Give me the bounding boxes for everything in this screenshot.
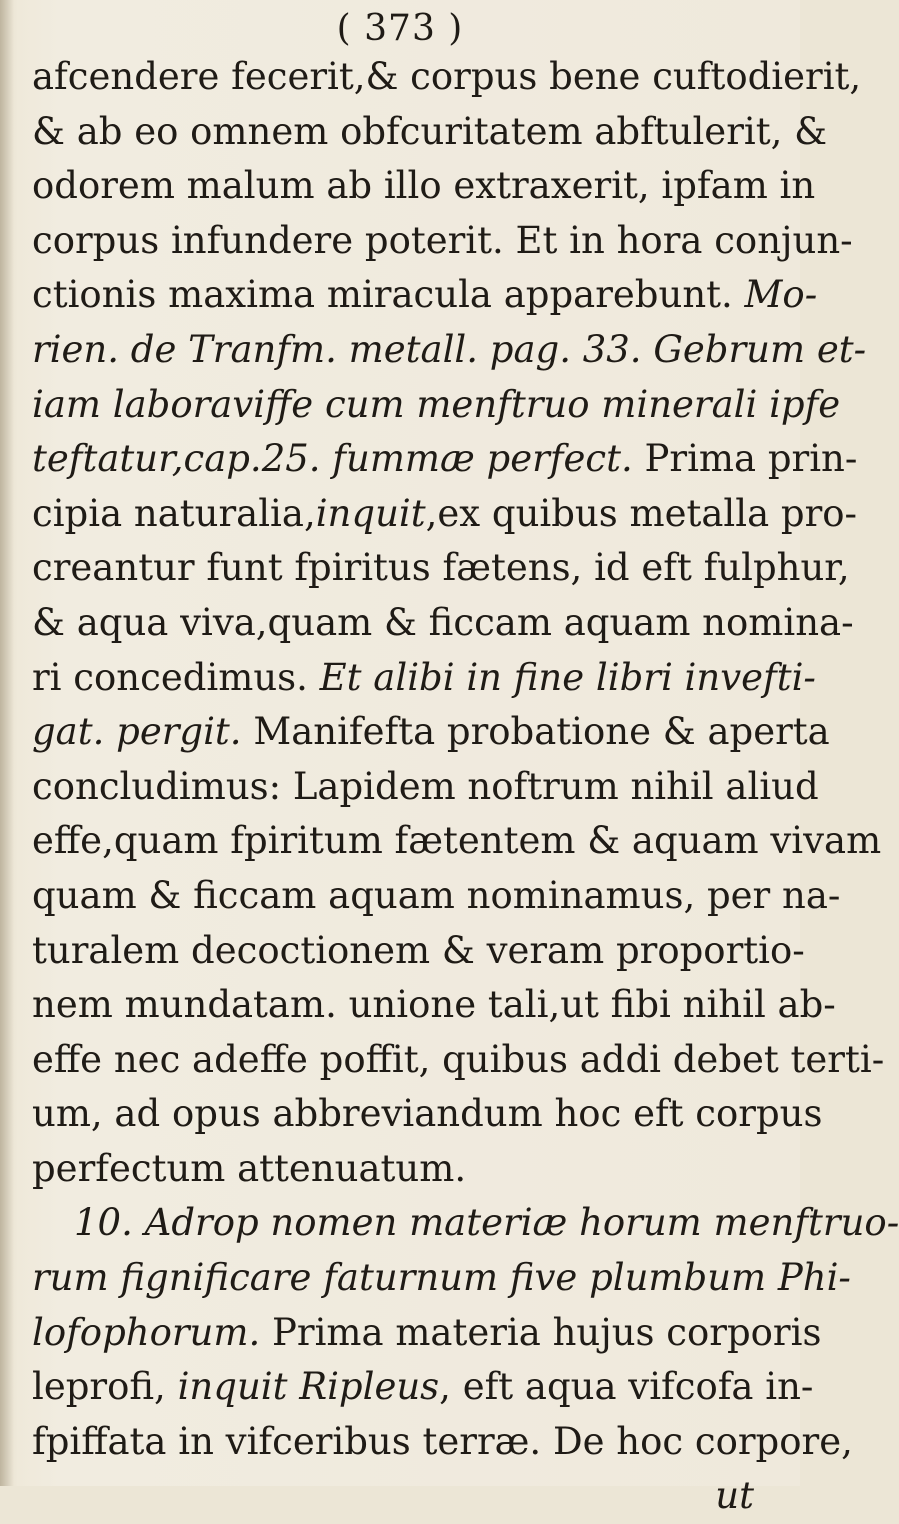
text-line bbox=[32, 1306, 822, 1361]
italic-text: Mo- bbox=[744, 273, 818, 317]
text-segment: ri concedimus. bbox=[32, 655, 320, 699]
text-segment: quam & ficcam aquam nominamus, per na- bbox=[32, 873, 841, 917]
italic-text: inquit bbox=[315, 491, 426, 535]
text-line bbox=[32, 978, 836, 1033]
text-line bbox=[32, 651, 816, 706]
text-line bbox=[32, 924, 805, 979]
text-segment: Prima prin- bbox=[632, 437, 858, 481]
text-segment: nem mundatam. unione tali,ut fibi nihil ab- bbox=[32, 983, 836, 1027]
text-segment: leprofi, bbox=[32, 1365, 178, 1409]
text-segment: , eft aqua vifcofa in- bbox=[439, 1365, 814, 1409]
text-segment: um, ad opus abbreviandum hoc eft corpus bbox=[32, 1092, 823, 1136]
text-segment: & ab eo omnem obfcuritatem abftulerit, & bbox=[32, 109, 828, 153]
italic-text: iam laboraviffe cum menftruo minerali ipfe bbox=[32, 382, 841, 426]
text-line bbox=[32, 1142, 792, 1197]
text-segment: ctionis maxima miracula apparebunt. bbox=[32, 273, 745, 317]
text-segment: & aqua viva,quam & ficcam aquam nomina- bbox=[32, 600, 854, 644]
text-line bbox=[32, 1415, 853, 1470]
text-line bbox=[32, 541, 850, 596]
italic-text: ut bbox=[715, 1474, 754, 1518]
italic-text: Et alibi in fine libri invefti- bbox=[319, 655, 816, 699]
text-line bbox=[32, 1469, 792, 1524]
body-text bbox=[32, 50, 899, 1524]
italic-text: rien. de Tranfm. metall. pag. 33. Gebrum et- bbox=[32, 327, 867, 371]
text-line bbox=[32, 760, 819, 815]
text-line bbox=[32, 596, 854, 651]
text-line bbox=[32, 1360, 814, 1415]
text-line bbox=[32, 323, 867, 378]
text-line bbox=[32, 50, 862, 105]
text-line bbox=[32, 1033, 885, 1088]
italic-text: rum fignificare faturnum five plumbum Phi- bbox=[32, 1256, 851, 1300]
italic-text: inquit Ripleus bbox=[177, 1365, 440, 1409]
text-line bbox=[32, 159, 816, 214]
italic-text: teftatur,cap.25. fummæ perfect. bbox=[32, 437, 633, 481]
text-line bbox=[32, 378, 841, 433]
text-segment: perfectum attenuatum. bbox=[32, 1146, 467, 1190]
gutter-shadow bbox=[0, 0, 14, 1486]
text-line bbox=[32, 814, 882, 869]
italic-text: 10. Adrop nomen materiæ horum menftruo- bbox=[74, 1201, 899, 1245]
text-segment: turalem decoctionem & veram proportio- bbox=[32, 928, 805, 972]
text-segment: effe nec adeffe poffit, quibus addi debet terti- bbox=[32, 1037, 885, 1081]
text-line bbox=[32, 214, 853, 269]
text-line bbox=[32, 268, 818, 323]
text-segment: concludimus: Lapidem noftrum nihil aliud bbox=[32, 764, 819, 808]
text-line bbox=[32, 869, 841, 924]
text-line bbox=[32, 487, 858, 542]
text-segment: Manifefta probatione & aperta bbox=[241, 710, 830, 754]
text-line bbox=[32, 432, 858, 487]
text-segment: ,ex quibus metalla pro- bbox=[425, 491, 858, 535]
italic-text: lofophorum. bbox=[32, 1310, 261, 1354]
text-segment: afcendere fecerit,& corpus bene cuftodierit, bbox=[32, 55, 862, 98]
text-segment: corpus infundere poterit. Et in hora conjun- bbox=[32, 218, 853, 262]
text-segment: cipia naturalia, bbox=[32, 491, 316, 535]
text-segment: fpiffata in vifceribus terræ. De hoc corpore, bbox=[32, 1419, 853, 1463]
text-segment: creantur funt fpiritus fætens, id eft fulphur, bbox=[32, 546, 850, 590]
text-segment: effe,quam fpiritum fætentem & aquam vivam bbox=[32, 819, 882, 863]
text-line bbox=[32, 1196, 899, 1251]
text-segment: odorem malum ab illo extraxerit, ipfam in bbox=[32, 164, 816, 208]
text-line bbox=[32, 705, 830, 760]
italic-text: gat. pergit. bbox=[32, 710, 242, 754]
text-segment: Prima materia hujus corporis bbox=[260, 1310, 822, 1354]
text-line bbox=[32, 105, 828, 160]
text-line bbox=[32, 1251, 851, 1306]
text-line bbox=[32, 1087, 823, 1142]
page-number: ( 373 ) bbox=[336, 8, 464, 49]
